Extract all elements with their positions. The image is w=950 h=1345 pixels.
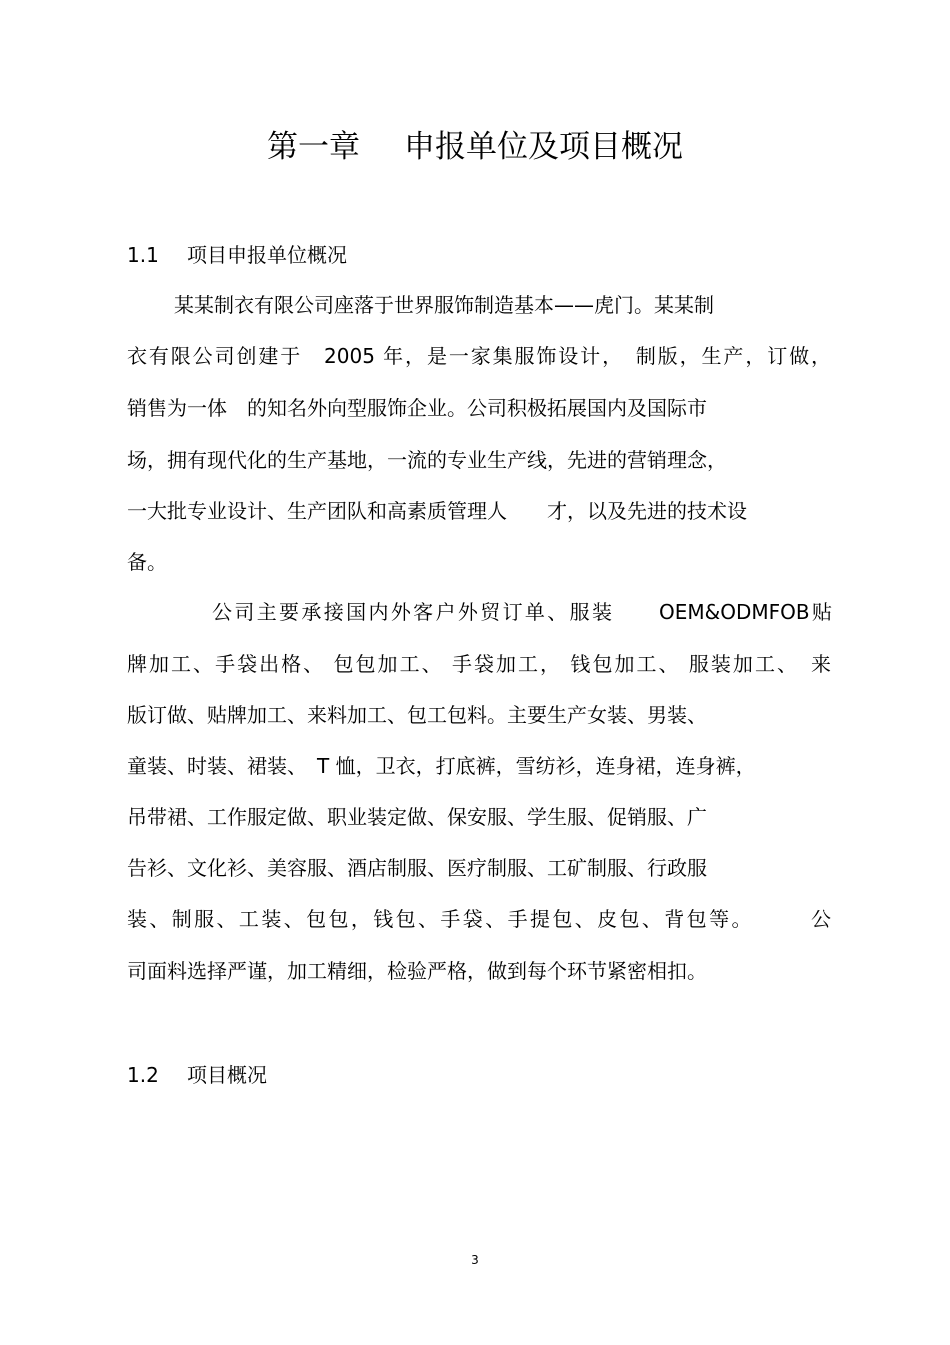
paragraph-line: 场，拥有现代化的生产基地，一流的专业生产线，先进的营销理念， bbox=[127, 448, 727, 472]
chapter-heading: 申报单位及项目概况 bbox=[404, 129, 683, 165]
paragraph-line: 一大批专业设计、生产团队和高素质管理人 才，以及先进的技术设 bbox=[127, 499, 747, 523]
paragraph-line: 公司主要承接国内外客户外贸订单、服装 OEM&ODMFOB贴 bbox=[212, 600, 832, 624]
paragraph-line: 版订做、贴牌加工、来料加工、包工包料。主要生产女装、男装、 bbox=[127, 703, 707, 727]
page-number: 3 bbox=[471, 1253, 479, 1267]
chapter-label: 第一章 bbox=[267, 129, 360, 165]
paragraph-line: 某某制衣有限公司座落于世界服饰制造基本——虎门。某某制 bbox=[174, 293, 714, 317]
paragraph-line: 衣有限公司创建于 2005 年，是一家集服饰设计， 制版，生产，订做， bbox=[127, 344, 831, 368]
section-number: 1.1 bbox=[127, 243, 159, 267]
paragraph-line: 童装、时装、裙装、 T 恤，卫衣，打底裤，雪纺衫，连身裙，连身裤， bbox=[127, 754, 756, 778]
section-title: 项目概况 bbox=[187, 1063, 267, 1087]
paragraph-line: 司面料选择严谨，加工精细，检验严格，做到每个环节紧密相扣。 bbox=[127, 959, 707, 983]
paragraph-line: 告衫、文化衫、美容服、酒店制服、医疗制服、工矿制服、行政服 bbox=[127, 856, 707, 880]
chapter-title bbox=[0, 124, 950, 170]
section-heading-1-2 bbox=[127, 1060, 267, 1090]
section-heading-1-1 bbox=[127, 240, 347, 270]
section-number: 1.2 bbox=[127, 1063, 159, 1087]
paragraph-line: 牌加工、手袋出格、 包包加工、 手袋加工， 钱包加工、 服装加工、 来 bbox=[127, 652, 831, 676]
paragraph-line: 装、制服、工装、包包，钱包、手袋、手提包、皮包、背包等。 公 bbox=[127, 907, 831, 931]
section-title: 项目申报单位概况 bbox=[187, 243, 347, 267]
paragraph-line: 销售为一体 的知名外向型服饰企业。公司积极拓展国内及国际市 bbox=[127, 396, 707, 420]
paragraph-line: 吊带裙、工作服定做、职业装定做、保安服、学生服、促销服、广 bbox=[127, 805, 707, 829]
paragraph-line: 备。 bbox=[127, 550, 167, 574]
